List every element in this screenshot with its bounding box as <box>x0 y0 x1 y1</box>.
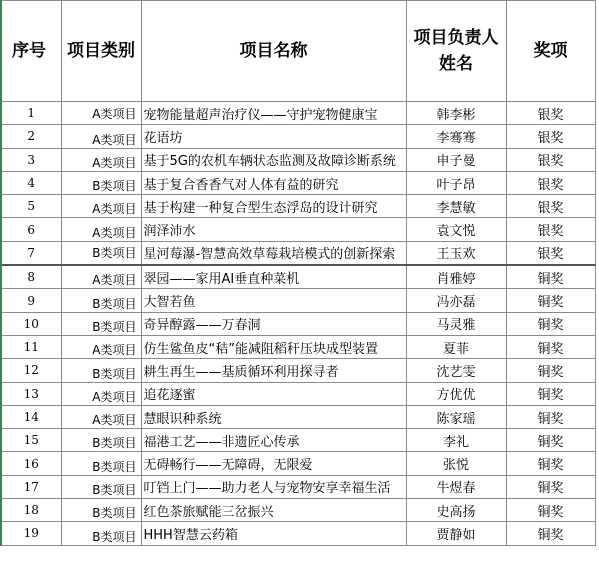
cell-award[interactable]: 铜奖 <box>506 335 595 358</box>
cell-category[interactable]: B类项目 <box>61 499 141 522</box>
cell-category[interactable]: A类项目 <box>61 218 141 241</box>
cell-project-name[interactable]: 花语坊 <box>141 125 406 148</box>
cell-award[interactable]: 铜奖 <box>506 499 595 522</box>
cell-leader[interactable]: 方优优 <box>406 382 506 405</box>
cell-leader[interactable]: 叶子昂 <box>406 171 506 194</box>
table-row <box>1 125 595 148</box>
cell-category[interactable]: B类项目 <box>61 429 141 452</box>
cell-leader[interactable]: 申子曼 <box>406 148 506 171</box>
cell-project-name[interactable]: HHH智慧云药箱 <box>141 522 406 545</box>
cell-project-name[interactable]: 基于5G的农机车辆状态监测及故障诊断系统 <box>141 148 406 171</box>
cell-award[interactable]: 铜奖 <box>506 312 595 335</box>
cell-no[interactable]: 16 <box>1 452 61 475</box>
cell-no[interactable]: 19 <box>1 522 61 545</box>
cell-category[interactable]: A类项目 <box>61 335 141 358</box>
header-category[interactable]: 项目类别 <box>61 1 141 102</box>
cell-project-name[interactable]: 福港工艺——非遗匠心传承 <box>141 429 406 452</box>
table-row <box>1 148 595 171</box>
cell-no[interactable]: 10 <box>1 312 61 335</box>
table-row <box>1 171 595 194</box>
cell-award[interactable]: 银奖 <box>506 102 595 125</box>
table-row <box>1 382 595 405</box>
cell-leader[interactable]: 牛煜春 <box>406 475 506 498</box>
cell-category[interactable]: B类项目 <box>61 312 141 335</box>
table-row <box>1 475 595 498</box>
cell-award[interactable]: 银奖 <box>506 171 595 194</box>
cell-leader[interactable]: 王玉欢 <box>406 241 506 265</box>
cell-category[interactable]: A类项目 <box>61 382 141 405</box>
cell-category[interactable]: A类项目 <box>61 148 141 171</box>
cell-no[interactable]: 14 <box>1 405 61 428</box>
table-row <box>1 452 595 475</box>
cell-no[interactable]: 12 <box>1 359 61 382</box>
cell-no[interactable]: 11 <box>1 335 61 358</box>
cell-leader[interactable]: 肖雅婷 <box>406 265 506 289</box>
cell-award[interactable]: 银奖 <box>506 241 595 265</box>
cell-award[interactable]: 银奖 <box>506 125 595 148</box>
table-row <box>1 499 595 522</box>
header-row <box>1 1 595 102</box>
cell-category[interactable]: B类项目 <box>61 452 141 475</box>
cell-leader[interactable]: 李骞骞 <box>406 125 506 148</box>
cell-leader[interactable]: 夏菲 <box>406 335 506 358</box>
cell-award[interactable]: 铜奖 <box>506 429 595 452</box>
cell-leader[interactable]: 史高扬 <box>406 499 506 522</box>
table-row <box>1 218 595 241</box>
cell-award[interactable]: 银奖 <box>506 195 595 218</box>
cell-award[interactable]: 铜奖 <box>506 475 595 498</box>
cell-award[interactable]: 银奖 <box>506 148 595 171</box>
cell-leader[interactable]: 李礼 <box>406 429 506 452</box>
cell-category[interactable]: B类项目 <box>61 359 141 382</box>
header-name[interactable]: 项目名称 <box>141 1 406 102</box>
cell-leader[interactable]: 马灵雅 <box>406 312 506 335</box>
cell-category[interactable]: A类项目 <box>61 265 141 289</box>
cell-project-name[interactable]: 无碍畅行——无障碍，无限爱 <box>141 452 406 475</box>
cell-project-name[interactable]: 仿生鲨鱼皮“秸”能减阻稻秆压块成型装置 <box>141 335 406 358</box>
cell-project-name[interactable]: 红色茶旅赋能三岔振兴 <box>141 499 406 522</box>
header-no[interactable]: 序号 <box>1 1 61 102</box>
cell-no[interactable]: 1 <box>1 102 61 125</box>
cell-category[interactable]: B类项目 <box>61 289 141 312</box>
cell-no[interactable]: 5 <box>1 195 61 218</box>
cell-project-name[interactable]: 耕生再生——基质循环利用探寻者 <box>141 359 406 382</box>
cell-leader[interactable]: 沈艺雯 <box>406 359 506 382</box>
cell-award[interactable]: 铜奖 <box>506 289 595 312</box>
cell-project-name[interactable]: 奇异醇露——万春洞 <box>141 312 406 335</box>
cell-award[interactable]: 铜奖 <box>506 359 595 382</box>
cell-project-name[interactable]: 追花逐蜜 <box>141 382 406 405</box>
cell-category[interactable]: B类项目 <box>61 522 141 545</box>
cell-category[interactable]: A类项目 <box>61 125 141 148</box>
table-row <box>1 312 595 335</box>
header-award[interactable]: 奖项 <box>506 1 595 102</box>
cell-no[interactable]: 13 <box>1 382 61 405</box>
cell-project-name[interactable]: 基于构建一种复合型生态浮岛的设计研究 <box>141 195 406 218</box>
cell-leader[interactable]: 李慧敏 <box>406 195 506 218</box>
cell-category[interactable]: A类项目 <box>61 102 141 125</box>
cell-leader[interactable]: 韩李彬 <box>406 102 506 125</box>
cell-no[interactable]: 8 <box>1 265 61 289</box>
cell-no[interactable]: 9 <box>1 289 61 312</box>
cell-award[interactable]: 铜奖 <box>506 405 595 428</box>
cell-category[interactable]: B类项目 <box>61 475 141 498</box>
cell-award[interactable]: 银奖 <box>506 218 595 241</box>
table-row <box>1 195 595 218</box>
table-row <box>1 522 595 545</box>
cell-project-name[interactable]: 宠物能量超声治疗仪——守护宠物健康宝 <box>141 102 406 125</box>
cell-no[interactable]: 7 <box>1 241 61 265</box>
cell-award[interactable]: 铜奖 <box>506 265 595 289</box>
cell-category[interactable]: B类项目 <box>61 171 141 194</box>
cell-award[interactable]: 铜奖 <box>506 382 595 405</box>
cell-project-name[interactable]: 润泽沛水 <box>141 218 406 241</box>
cell-category[interactable]: A类项目 <box>61 405 141 428</box>
cell-category[interactable]: B类项目 <box>61 241 141 265</box>
cell-no[interactable]: 3 <box>1 148 61 171</box>
table-row <box>1 289 595 312</box>
table-row <box>1 359 595 382</box>
cell-leader[interactable]: 陈家瑶 <box>406 405 506 428</box>
cell-project-name[interactable]: 叮铛上门——助力老人与宠物安享幸福生活 <box>141 475 406 498</box>
cell-no[interactable]: 4 <box>1 171 61 194</box>
cell-project-name[interactable]: 基于复合香香气对人体有益的研究 <box>141 171 406 194</box>
table-row <box>1 429 595 452</box>
cell-no[interactable]: 6 <box>1 218 61 241</box>
cell-project-name[interactable]: 慧眼识种系统 <box>141 405 406 428</box>
cell-no[interactable]: 2 <box>1 125 61 148</box>
cell-project-name[interactable]: 星河莓瀑-智慧高效草莓栽培模式的创新探索 <box>141 241 406 265</box>
cell-no[interactable]: 18 <box>1 499 61 522</box>
cell-leader[interactable]: 贾静如 <box>406 522 506 545</box>
table-row <box>1 405 595 428</box>
header-leader[interactable] <box>406 1 506 102</box>
cell-leader[interactable]: 张悦 <box>406 452 506 475</box>
cell-leader[interactable]: 冯亦磊 <box>406 289 506 312</box>
table-row <box>1 335 595 358</box>
cell-project-name[interactable]: 大智若鱼 <box>141 289 406 312</box>
cell-project-name[interactable]: 翠园——家用AI垂直种菜机 <box>141 265 406 289</box>
cell-leader[interactable]: 袁文悦 <box>406 218 506 241</box>
table-row <box>1 102 595 125</box>
cell-category[interactable]: A类项目 <box>61 195 141 218</box>
header-leader-text: 项目负责人姓名 <box>413 28 499 74</box>
cell-award[interactable]: 铜奖 <box>506 522 595 545</box>
cell-award[interactable]: 铜奖 <box>506 452 595 475</box>
cell-no[interactable]: 15 <box>1 429 61 452</box>
cell-no[interactable]: 17 <box>1 475 61 498</box>
table-row <box>1 265 595 289</box>
table-row <box>1 241 595 265</box>
